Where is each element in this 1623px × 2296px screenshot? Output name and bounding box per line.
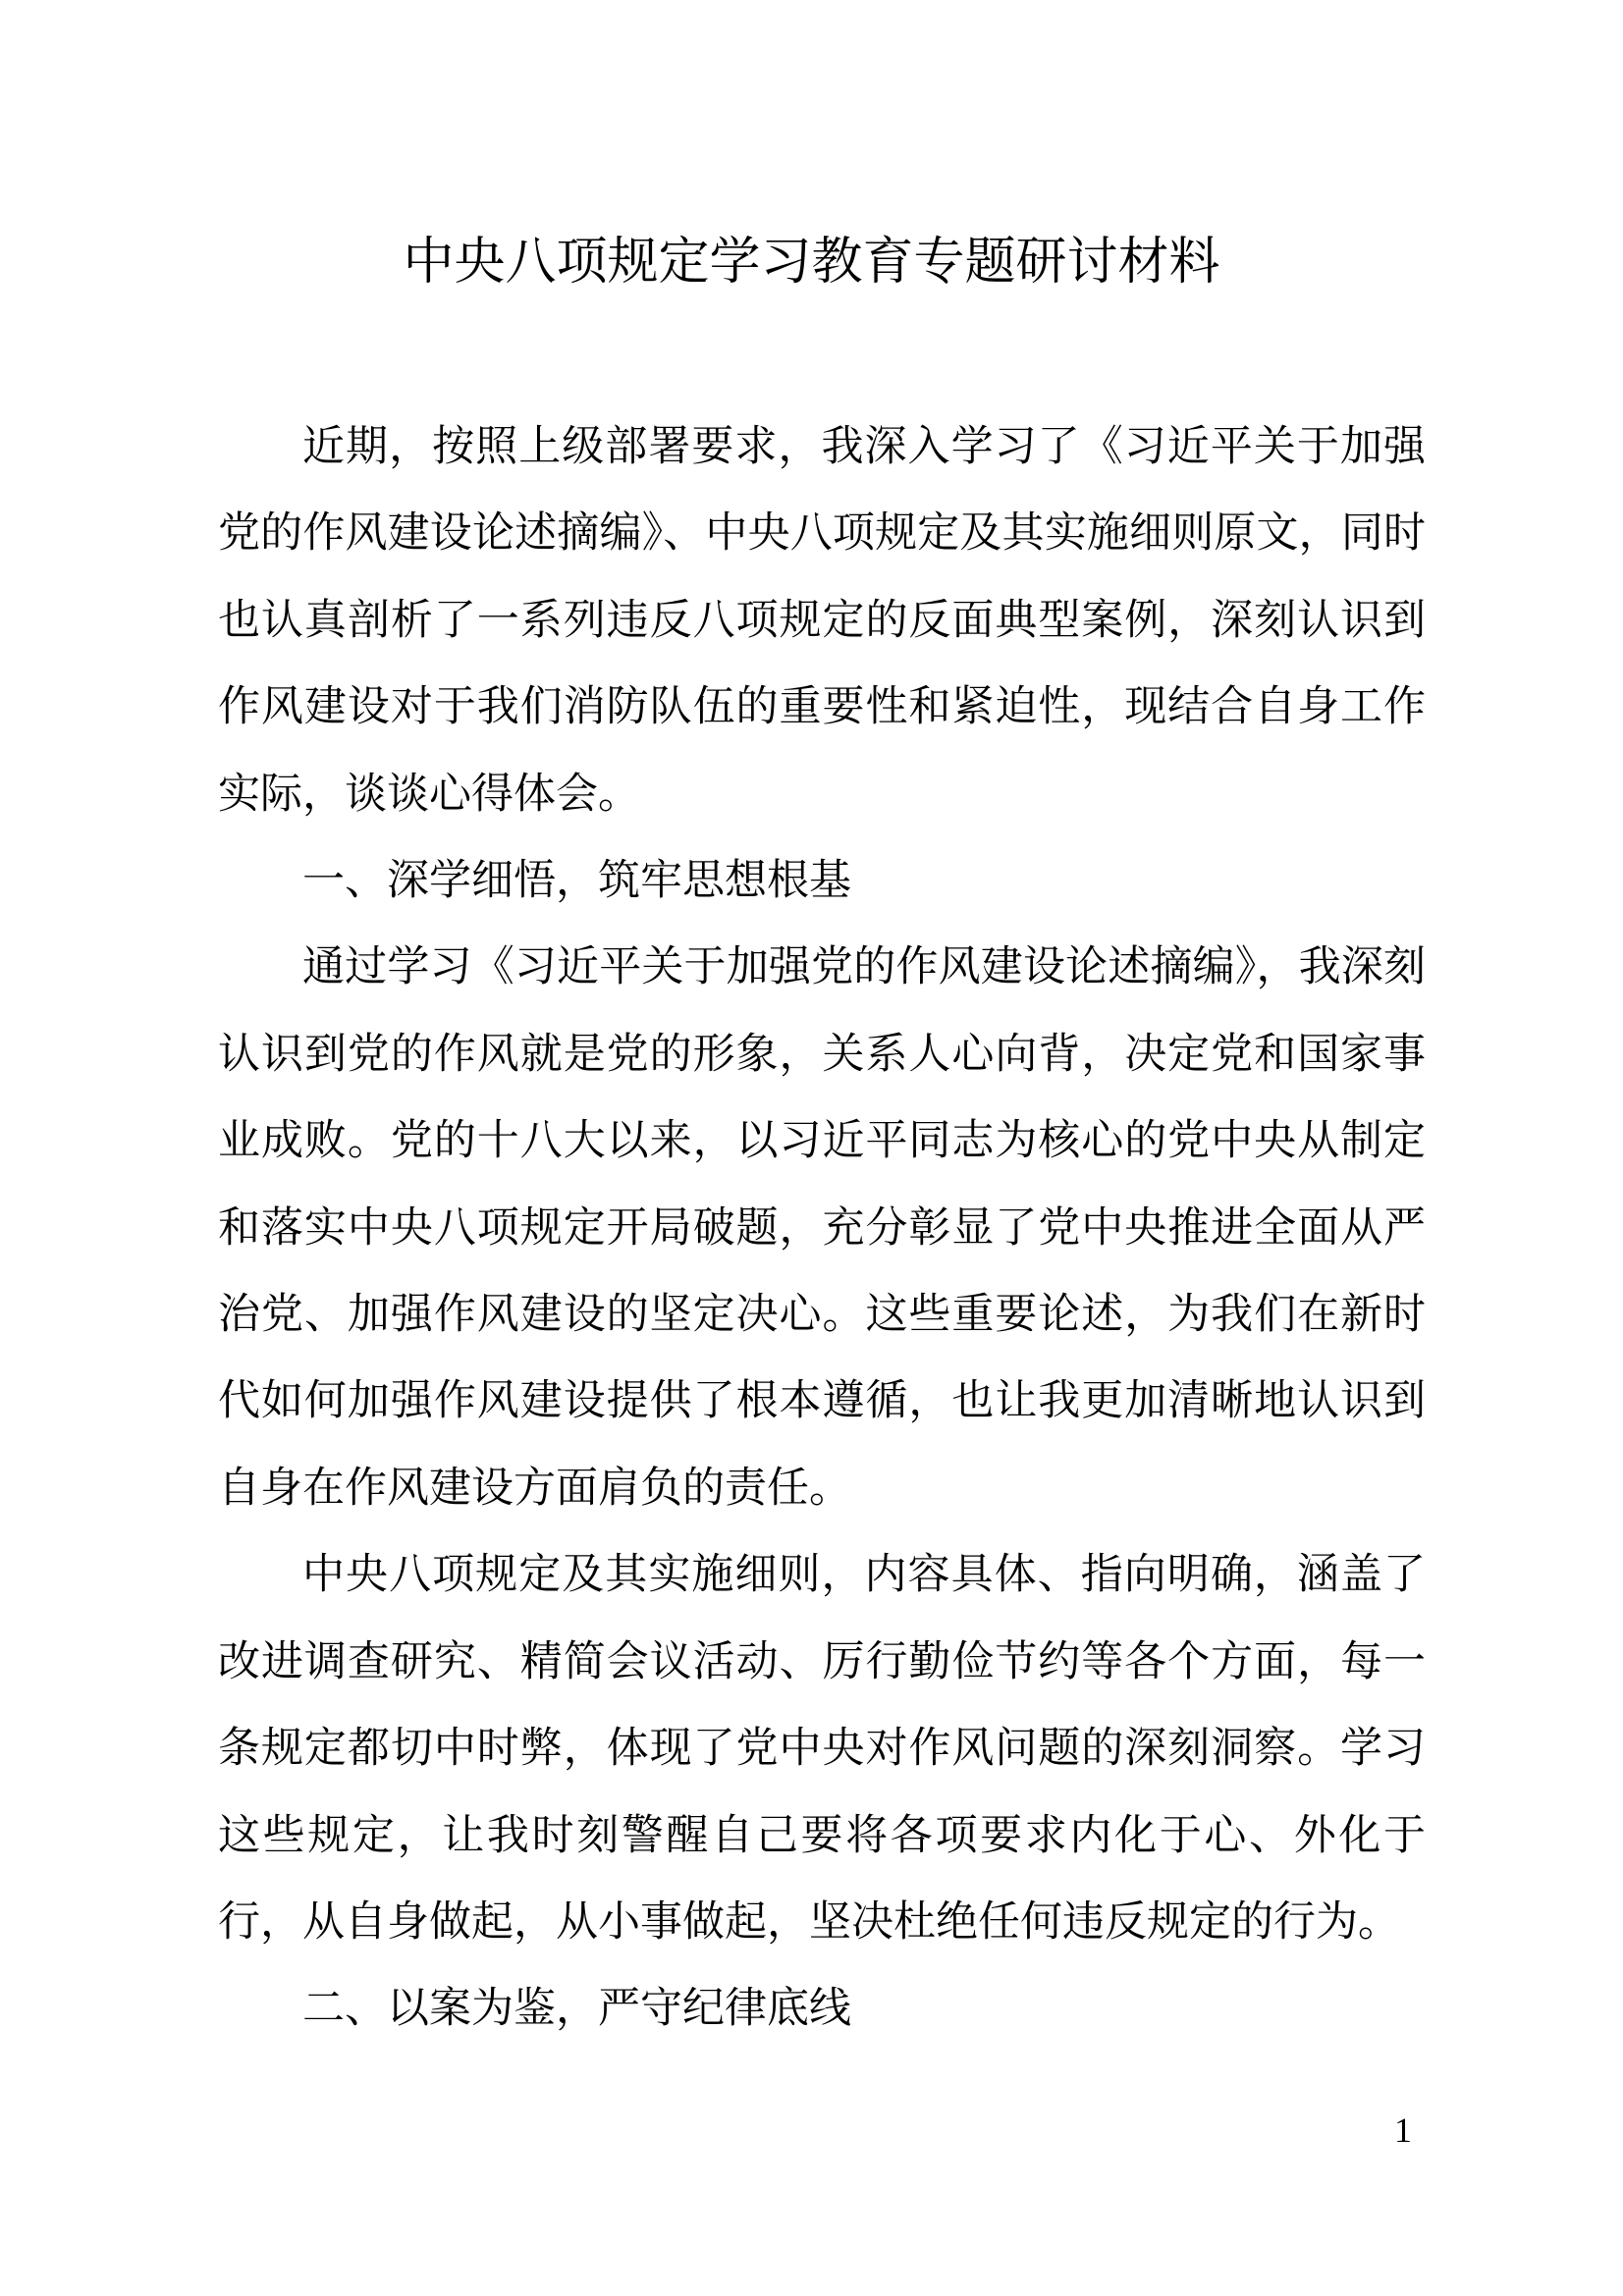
- page-title: 中央八项规定学习教育专题研讨材料: [403, 233, 1220, 292]
- section-heading-2: 二、以案为鉴，严守纪律底线: [302, 1984, 851, 2034]
- body-paragraph: 通过学习《习近平关于加强党的作风建设论述摘编》，我深刻认识到党的作风就是党的形象，关系人心向背，决定党和国家事业成败。党的十八大以来，以习近平同志为核心的党中央从制定和落实中央八项规定开局破题，充分彰显了党中央推进全面从严治党、加强作风建设的坚定决心。这些重要论述，为我们在新时代如何加强作风建设提供了根本遵循，也让我更加清晰地认识到自身在作风建设方面肩负的责任。: [218, 942, 1426, 1513]
- page-number: 1: [1394, 2110, 1412, 2150]
- section-heading-1: 一、深学细悟，筑牢思想根基: [302, 856, 851, 906]
- body-paragraph: 中央八项规定及其实施细则，内容具体、指向明确，涵盖了改进调查研究、精简会议活动、厉行勤俭节约等各个方面，每一条规定都切中时弊，体现了党中央对作风问题的深刻洞察。学习这些规定，让我时刻警醒自己要将各项要求内化于心、外化于行，从自身做起，从小事做起，坚决杜绝任何违反规定的行为。: [218, 1550, 1426, 1947]
- intro-paragraph: 近期，按照上级部署要求，我深入学习了《习近平关于加强党的作风建设论述摘编》、中央八项规定及其实施细则原文，同时也认真剖析了一系列违反八项规定的反面典型案例，深刻认识到作风建设对于我们消防队伍的重要性和紧迫性，现结合自身工作实际，谈谈心得体会。: [218, 422, 1426, 819]
- document-body: [218, 403, 1426, 2053]
